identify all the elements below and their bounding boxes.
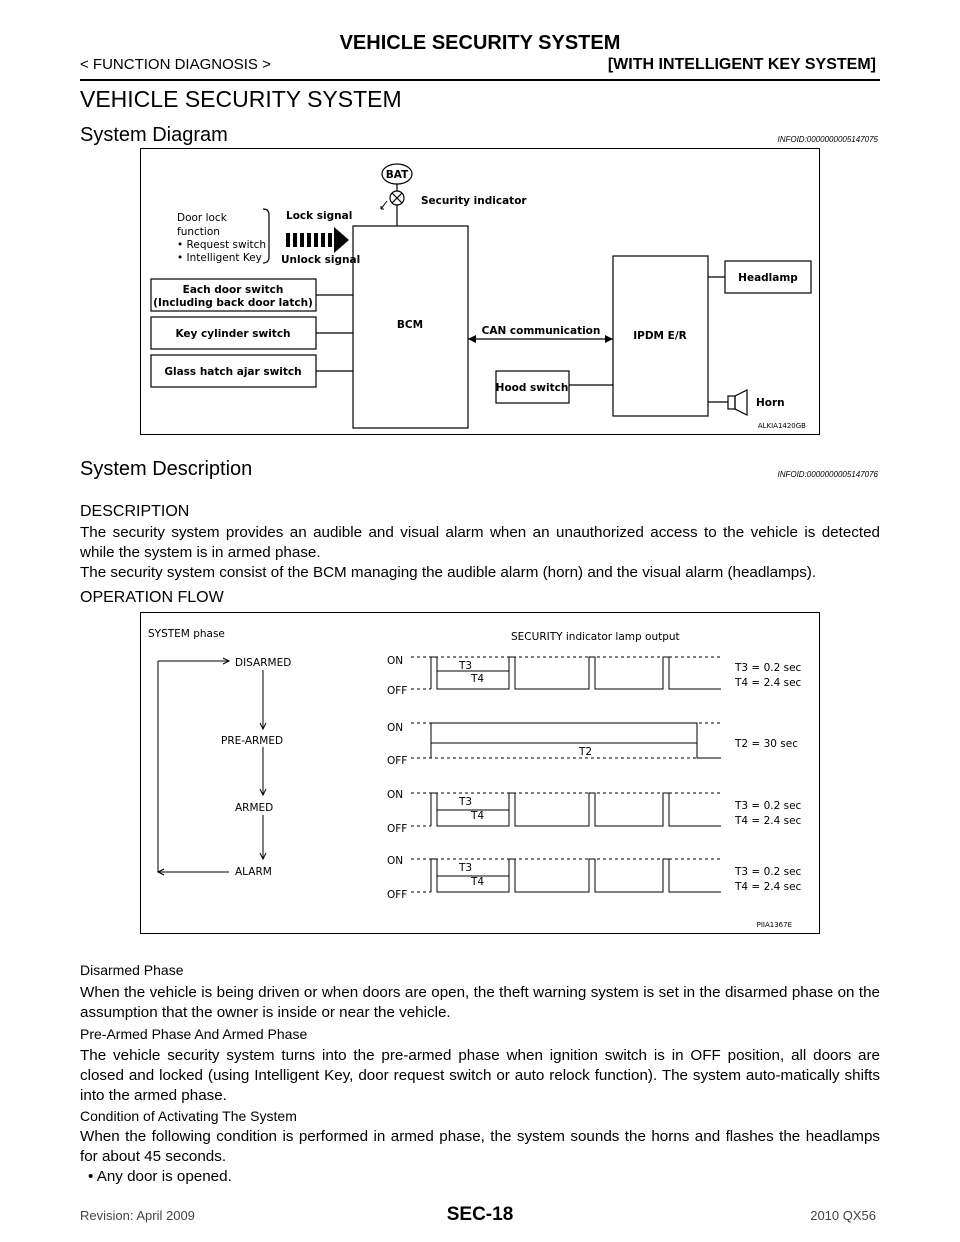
alarm-note-2: T4 = 2.4 sec: [735, 881, 802, 893]
description-heading: DESCRIPTION: [80, 503, 190, 520]
phase-prearmed: PRE-ARMED: [221, 735, 284, 747]
prearmed-note-1: T2 = 30 sec: [735, 738, 798, 750]
prearmed-body: The vehicle security system turns into the pre-armed phase when ignition switch is in OFF position, all doors are closed and locked (using Intelligent Key, door request switch or auto relock function). The system auto-matically shifts into the armed phase.: [80, 1047, 880, 1104]
door-lock-label-4: • Intelligent Key: [177, 252, 262, 264]
key-cylinder-label: Key cylinder switch: [175, 328, 291, 340]
row3-off-label: OFF: [387, 823, 408, 835]
system-diagram-heading: System Diagram: [80, 124, 228, 146]
row2-t2: T2: [579, 746, 593, 758]
condition-body: When the following condition is performed in armed phase, the system sounds the horns and flashes the headlamps for about 45 seconds.: [80, 1128, 880, 1165]
condition-heading: Condition of Activating The System: [80, 1108, 297, 1124]
lock-signal-arrow: [286, 227, 349, 253]
ipdm-label: IPDM E/R: [633, 330, 687, 342]
operation-flow-figure-id: PIIA1367E: [756, 921, 792, 929]
phase-alarm: ALARM: [235, 866, 272, 878]
header-title: VEHICLE SECURITY SYSTEM: [339, 32, 621, 54]
header-divider: [80, 79, 880, 81]
can-label: CAN communication: [481, 325, 601, 337]
disarmed-note-2: T4 = 2.4 sec: [735, 677, 802, 689]
breadcrumb: < FUNCTION DIAGNOSIS >: [80, 56, 271, 73]
row3-t3: T3: [459, 796, 473, 808]
operation-flow-heading: OPERATION FLOW: [80, 589, 224, 606]
glass-hatch-label: Glass hatch ajar switch: [164, 366, 302, 378]
row4-on-label: ON: [387, 855, 404, 867]
disarmed-heading: Disarmed Phase: [80, 962, 184, 978]
operation-flow-svg: [141, 613, 818, 932]
horn-label: Horn: [756, 397, 785, 409]
disarmed-note-1: T3 = 0.2 sec: [735, 662, 802, 674]
waveforms: [411, 657, 721, 892]
row1-t3: T3: [459, 660, 473, 672]
lock-signal-label: Lock signal: [286, 210, 353, 222]
row3-t4: T4: [471, 810, 485, 822]
phase-disarmed: DISARMED: [235, 657, 292, 669]
door-lock-label-2: function: [177, 226, 220, 238]
row3-on-label: ON: [387, 789, 404, 801]
system-description-infoid: INFOID:0000000005147076: [777, 470, 878, 479]
description-paragraph-1: The security system provides an audible and visual alarm when an unauthorized access to the vehicle is detected while the system is in armed phase.: [80, 524, 880, 561]
unlock-signal-label: Unlock signal: [281, 254, 361, 266]
system-diagram-svg: [141, 149, 818, 433]
hood-switch-label: Hood switch: [495, 382, 569, 394]
row1-t4: T4: [471, 673, 485, 685]
phase-flow-arrows: [158, 658, 266, 875]
row4-t4: T4: [471, 876, 485, 888]
alarm-note-1: T3 = 0.2 sec: [735, 866, 802, 878]
security-indicator-label: Security indicator: [421, 195, 527, 207]
each-door-label-1: Each door switch: [182, 284, 284, 296]
row4-t3: T3: [459, 862, 473, 874]
system-description-heading: System Description: [80, 458, 253, 480]
armed-note-2: T4 = 2.4 sec: [735, 815, 802, 827]
phase-armed: ARMED: [235, 802, 274, 814]
row4-off-label: OFF: [387, 889, 408, 901]
row2-on-label: ON: [387, 722, 404, 734]
section-label: [WITH INTELLIGENT KEY SYSTEM]: [607, 56, 876, 73]
page-heading: VEHICLE SECURITY SYSTEM: [80, 86, 402, 112]
operation-flow-figure: [140, 612, 820, 934]
prearmed-heading: Pre-Armed Phase And Armed Phase: [80, 1026, 308, 1042]
footer-model: 2010 QX56: [810, 1208, 876, 1223]
armed-note-1: T3 = 0.2 sec: [735, 800, 802, 812]
horn-icon: [728, 396, 735, 409]
indicator-output-label: SECURITY indicator lamp output: [511, 631, 680, 643]
row1-off-label: OFF: [387, 685, 408, 697]
system-phase-label: SYSTEM phase: [148, 628, 225, 640]
door-lock-label-1: Door lock: [177, 212, 227, 224]
headlamp-label: Headlamp: [738, 272, 798, 284]
row2-off-label: OFF: [387, 755, 408, 767]
door-lock-label-3: • Request switch: [177, 239, 267, 251]
system-diagram-infoid: INFOID:0000000005147075: [777, 135, 878, 144]
page-number: SEC-18: [446, 1204, 514, 1225]
description-paragraph-2: The security system consist of the BCM managing the audible alarm (horn) and the visual alarm (headlamps).: [80, 564, 817, 581]
footer-revision: Revision: April 2009: [80, 1208, 195, 1223]
row1-on-label: ON: [387, 655, 404, 667]
system-diagram-figure: [140, 148, 820, 435]
bat-label: BAT: [385, 169, 409, 181]
each-door-label-2: (Including back door latch): [153, 297, 313, 309]
system-diagram-figure-id: ALKIA1420GB: [757, 422, 806, 430]
bcm-label: BCM: [396, 319, 424, 331]
condition-bullet: • Any door is opened.: [88, 1168, 232, 1185]
disarmed-body: When the vehicle is being driven or when doors are open, the theft warning system is set in the disarmed phase on the assumption that the owner is inside or near the vehicle.: [80, 984, 880, 1021]
